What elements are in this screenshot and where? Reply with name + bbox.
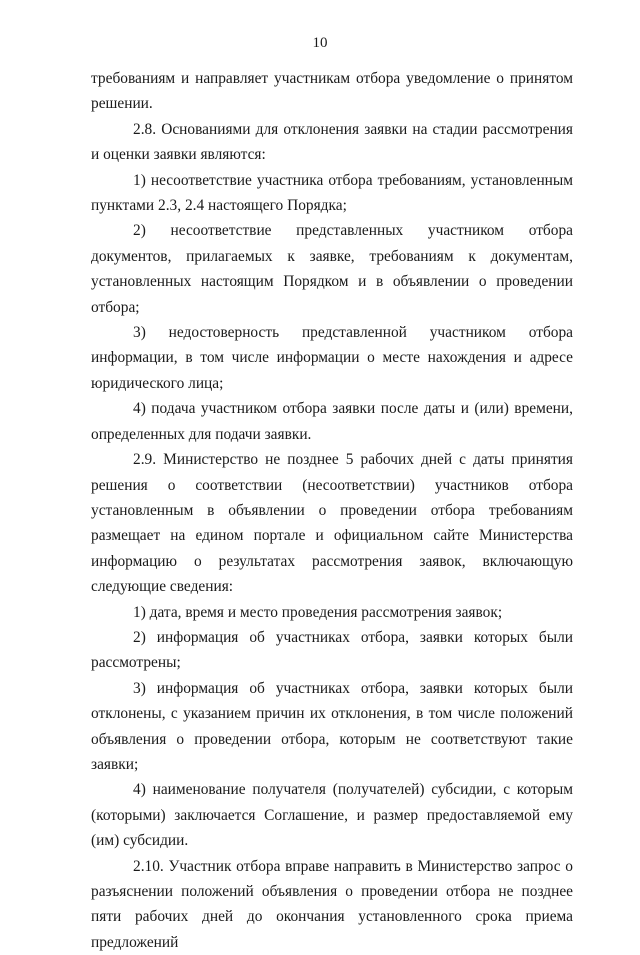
paragraph-2-8-item-3: 3) недостоверность представленной участником отбора информации, в том числе информации о месте нахождения и адресе юридического лица;: [91, 324, 573, 392]
page-number: 10: [312, 35, 328, 51]
paragraph-continuation: требованиям и направляет участникам отбора уведомление о принятом решении.: [91, 70, 573, 113]
paragraph-2-9-item-4: 4) наименование получателя (получателей) субсидии, с которым (которыми) заключается Соглашение, и размер предоставляемой ему (им) субсидии.: [91, 781, 573, 850]
paragraph-2-8-item-1: 1) несоответствие участника отбора требованиям, установленным пунктами 2.3, 2.4 настоящего Порядка;: [91, 171, 573, 215]
paragraph-2-9-item-3: 3) информация об участниках отбора, заявки которых были отклонены, с указанием причин их отклонения, в том числе положений объявления о проведении отбора, которым не соответствуют такие заявки;: [91, 679, 573, 773]
paragraph-2-10: 2.10. Участник отбора вправе направить в Министерство запрос о разъяснении положений объявления о проведении отбора не позднее пяти рабочих дней до окончания установленного срока приема предложений: [91, 857, 573, 951]
document-body: [91, 66, 573, 955]
paragraph-2-9: 2.9. Министерство не позднее 5 рабочих дней с даты принятия решения о соответствии (несоответствии) участников отбора установленным в объявлении о проведении отбора требованиям размещает на едином портале и официальном сайте Министерства информацию о результатах рассмотрения заявок, включающую следующие сведения:: [91, 451, 573, 596]
paragraph-2-8: 2.8. Основаниями для отклонения заявки на стадии рассмотрения и оценки заявки являются:: [91, 120, 573, 164]
paragraph-2-8-item-2: 2) несоответствие представленных участником отбора документов, прилагаемых к заявке, требованиям к документам, установленных настоящим Порядком и в объявлении о проведении отбора;: [91, 222, 573, 316]
paragraph-2-9-item-1: 1) дата, время и место проведения рассмотрения заявок;: [133, 603, 503, 621]
paragraph-2-8-item-4: 4) подача участником отбора заявки после даты и (или) времени, определенных для подачи заявки.: [91, 400, 573, 443]
paragraph-2-9-item-2: 2) информация об участниках отбора, заявки которых были рассмотрены;: [91, 628, 573, 672]
